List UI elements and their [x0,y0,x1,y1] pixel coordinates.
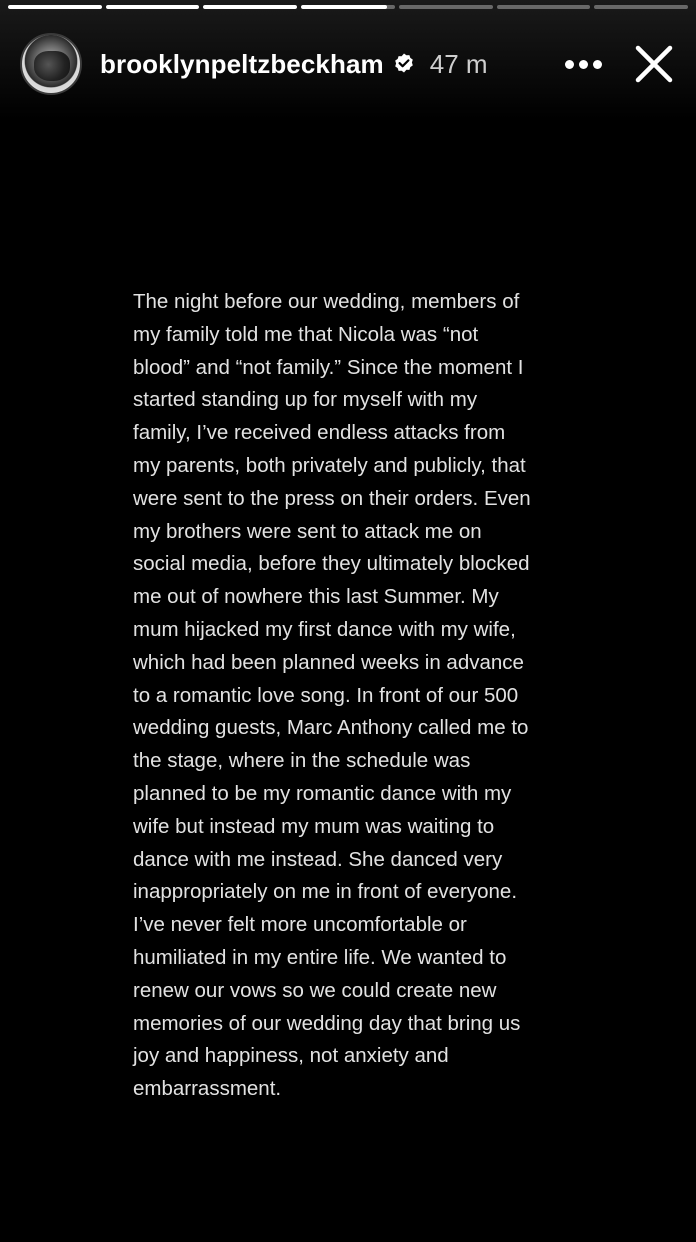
story-text-line: joy and happiness, not anxiety and [133,1044,449,1068]
story-header [20,32,676,96]
story-text-line: me out of nowhere this last Summer. My [133,585,499,609]
username[interactable]: brooklynpeltzbeckham [100,48,384,79]
progress-segment [203,5,297,9]
more-dot [565,60,574,69]
verified-badge-icon [392,52,416,76]
more-options-icon[interactable] [560,44,606,84]
story-text-line: planned to be my romantic dance with my [133,781,512,805]
story-text-line: dance with me instead. She danced very [133,847,503,871]
story-text-line: my parents, both privately and publicly, that [133,453,526,477]
story-text-line: which had been planned weeks in advance [133,650,524,674]
story-text-line: family, I’ve received endless attacks from [133,421,506,445]
progress-segment [301,5,395,9]
story-text-line: were sent to the press on their orders. Even [133,486,531,510]
story-text [133,286,573,1106]
story-text-line: social media, before they ultimately blocked [133,552,530,576]
more-dot [579,60,588,69]
story-text-line: humiliated in my entire life. We wanted to [133,945,507,969]
story-progress-bar [8,5,688,9]
story-text-line: embarrassment. [133,1077,282,1101]
progress-segment [594,5,688,9]
progress-segment [497,5,591,9]
story-text-line: blood” and “not family.” Since the moment I [133,355,524,379]
more-dot [593,60,602,69]
story-text-line: the stage, where in the schedule was [133,749,471,773]
progress-segment-fill [106,5,200,9]
progress-segment-fill [301,5,387,9]
story-text-line: my family told me that Nicola was “not [133,322,479,346]
story-text-line: mum hijacked my first dance with my wife, [133,617,516,641]
story-text-line: wedding guests, Marc Anthony called me to [133,716,529,740]
avatar[interactable] [20,33,82,95]
progress-segment [106,5,200,9]
story-text-line: memories of our wedding day that bring us [133,1011,521,1035]
progress-segment-fill [203,5,297,9]
story-text-line: inappropriately on me in front of everyone. [133,880,518,904]
close-icon[interactable] [632,42,676,86]
story-text-line: to a romantic love song. In front of our 500 [133,683,519,707]
timestamp: 47 m [429,48,488,79]
story-text-line: I’ve never felt more uncomfortable or [133,913,467,937]
progress-segment-fill [8,5,102,9]
progress-segment [8,5,102,9]
story-text-line: The night before our wedding, members of [133,290,520,313]
story-text-line: wife but instead my mum was waiting to [133,814,495,838]
story-text-line: my brothers were sent to attack me on [133,519,482,543]
progress-segment [399,5,493,9]
story-text-line: renew our vows so we could create new [133,978,497,1002]
story-text-line: started standing up for myself with my [133,388,478,412]
